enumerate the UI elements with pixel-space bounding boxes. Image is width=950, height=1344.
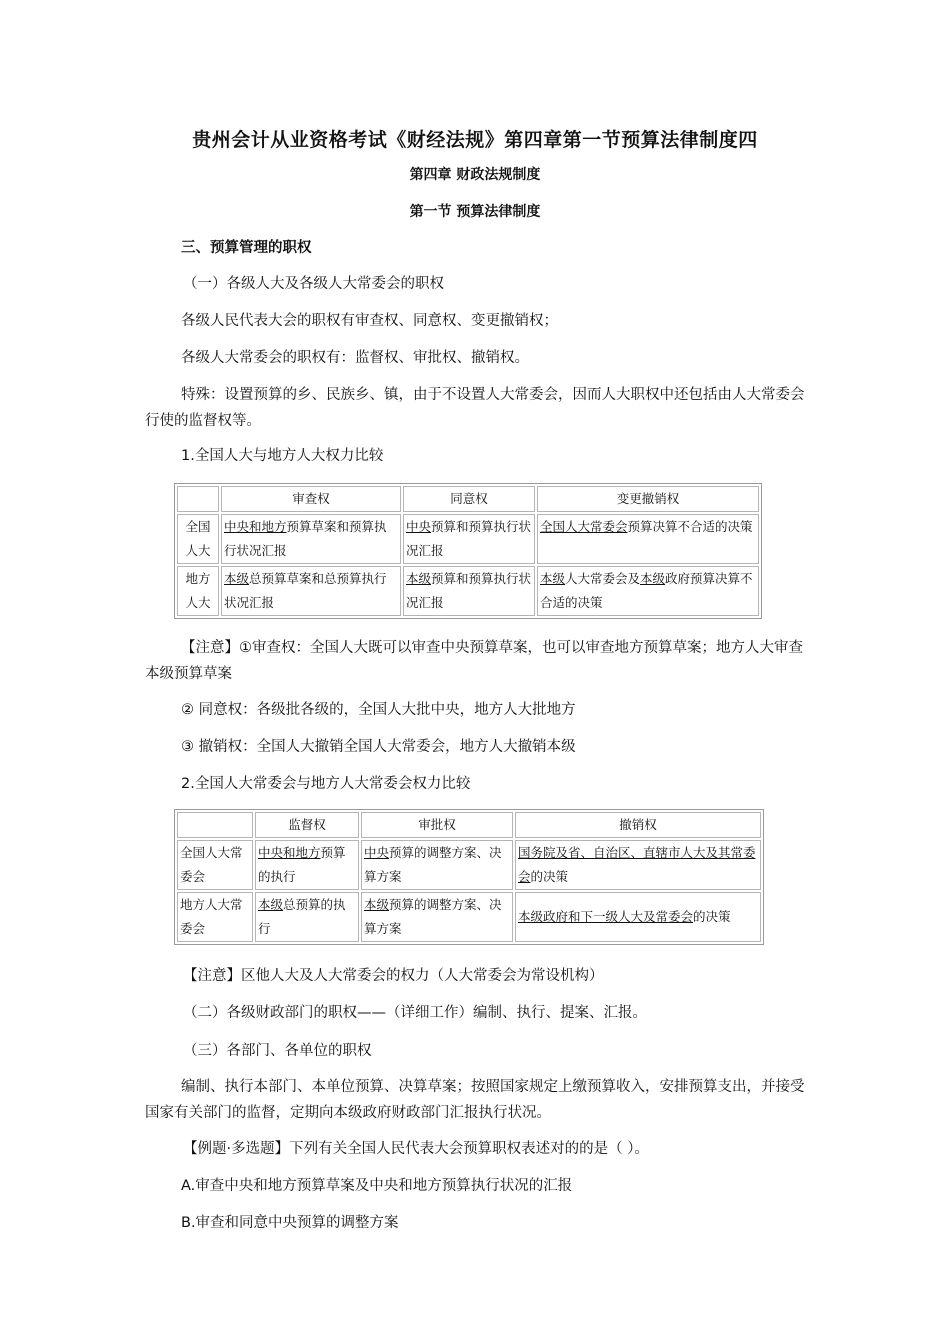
cell-text: 预算的调整方案、决算方案 — [364, 845, 502, 884]
item-1: 1.全国人大与地方人大权力比较 — [181, 448, 384, 464]
document-title: 贵州会计从业资格考试《财经法规》第四章第一节预算法律制度四 — [192, 129, 758, 151]
cell-text: 政府预算决算不合适的决策 — [540, 571, 753, 610]
cell-text: 预算草案和预算执行状况汇报 — [224, 519, 387, 558]
underlined-term: 本级 — [406, 571, 432, 586]
underlined-term: 本级 — [364, 897, 390, 912]
table-standing-committees — [174, 809, 764, 945]
table-row — [177, 514, 759, 564]
example-question: 【例题·多选题】下列有关全国人民代表大会预算职权表述对的的是（ ）。 — [183, 1141, 649, 1157]
row-header-cell: 全国人大常委会 — [177, 840, 253, 890]
note-1: 【注意】①审查权：全国人大既可以审查中央预算草案，也可以审查地方预算草案；地方人大审查本级预算草案 — [145, 640, 803, 682]
subheading-1: （一）各级人大及各级人大常委会的职权 — [183, 276, 444, 292]
paragraph-1: 各级人民代表大会的职权有审查权、同意权、变更撤销权； — [181, 313, 558, 329]
table-row — [177, 566, 759, 616]
cell-text: 预算决算不合适的决策 — [627, 519, 753, 534]
cell-text: 的决策 — [530, 869, 569, 884]
underlined-term: 中央 — [406, 519, 432, 534]
cell-text: 预算的调整方案、决算方案 — [364, 897, 502, 936]
table-cell — [255, 840, 359, 890]
underlined-term: 全国人大常委会 — [540, 519, 628, 534]
table-cell — [361, 840, 513, 890]
underlined-term: 本级政府和下一级人大及常委会 — [518, 909, 694, 924]
table-cell — [403, 514, 535, 564]
note-2: ② 同意权：各级批各级的，全国人大批中央，地方人大批地方 — [181, 702, 576, 718]
underlined-term: 本级 — [258, 897, 284, 912]
row-header-cell: 地方人大 — [177, 566, 219, 616]
table-header-cell: 审查权 — [221, 486, 401, 512]
subheading-3: （三）各部门、各单位的职权 — [183, 1043, 372, 1059]
table-header-cell: 撤销权 — [515, 812, 761, 838]
table-row — [177, 892, 761, 942]
underlined-term: 本级 — [224, 571, 250, 586]
cell-text: 预算和预算执行状况汇报 — [406, 519, 532, 558]
table-header-row — [177, 486, 759, 512]
table-cell — [221, 566, 401, 616]
paragraph-4: 编制、执行本部门、本单位预算、决算草案；按照国家规定上缴预算收入，安排预算支出，并接受国家有关部门的监督，定期向本级政府财政部门汇报执行状况。 — [145, 1079, 805, 1121]
cell-text: 总预算草案和总预算执行状况汇报 — [224, 571, 387, 610]
table-cell — [403, 566, 535, 616]
table-cell — [515, 892, 761, 942]
table-header-cell: 审批权 — [361, 812, 513, 838]
table-header-cell: 变更撤销权 — [537, 486, 759, 512]
heading-3: 三、预算管理的职权 — [181, 240, 312, 256]
underlined-term: 中央和地方 — [224, 519, 287, 534]
table-header-row — [177, 812, 761, 838]
underlined-term: 中央 — [364, 845, 390, 860]
underlined-term: 国务院及省、自治区、直辖市人大及其常委会 — [518, 845, 756, 884]
cell-text: 预算的执行 — [258, 845, 346, 884]
table-cell — [221, 514, 401, 564]
table-header-cell — [177, 486, 219, 512]
cell-text: 总预算的执行 — [258, 897, 346, 936]
paragraph-2: 各级人大常委会的职权有：监督权、审批权、撤销权。 — [181, 350, 529, 366]
table-cell — [361, 892, 513, 942]
note-4: 【注意】区他人大及人大常委会的权力（人大常委会为常设机构） — [183, 968, 604, 984]
option-a: A.审查中央和地方预算草案及中央和地方预算执行状况的汇报 — [181, 1178, 573, 1194]
paragraph-3: 特殊：设置预算的乡、民族乡、镇，由于不设置人大常委会，因而人大职权中还包括由人大常委会行使的监督权等。 — [145, 387, 805, 429]
table-row — [177, 840, 761, 890]
underlined-term: 本级 — [540, 571, 566, 586]
cell-text: 预算和预算执行状况汇报 — [406, 571, 532, 610]
cell-text: 的决策 — [693, 909, 731, 924]
option-b: B.审查和同意中央预算的调整方案 — [181, 1215, 399, 1231]
note-3: ③ 撤销权：全国人大撤销全国人大常委会，地方人大撤销本级 — [181, 739, 576, 755]
underlined-term: 本级 — [640, 571, 666, 586]
table-header-cell — [177, 812, 253, 838]
subheading-2: （二）各级财政部门的职权——（详细工作）编制、执行、提案、汇报。 — [183, 1005, 647, 1021]
table-cell — [255, 892, 359, 942]
table-header-cell: 同意权 — [403, 486, 535, 512]
chapter-heading: 第四章 财政法规制度 — [409, 167, 541, 183]
underlined-term: 中央和地方 — [258, 845, 321, 860]
cell-text: 人大常委会及 — [565, 571, 641, 586]
section-heading: 第一节 预算法律制度 — [409, 204, 541, 220]
table-cell — [515, 840, 761, 890]
row-header-cell: 全国人大 — [177, 514, 219, 564]
item-2: 2.全国人大常委会与地方人大常委会权力比较 — [181, 776, 471, 792]
row-header-cell: 地方人大常委会 — [177, 892, 253, 942]
table-nationwide-vs-local-congress — [174, 483, 762, 619]
table-cell — [537, 514, 759, 564]
table-header-cell: 监督权 — [255, 812, 359, 838]
table-cell — [537, 566, 759, 616]
